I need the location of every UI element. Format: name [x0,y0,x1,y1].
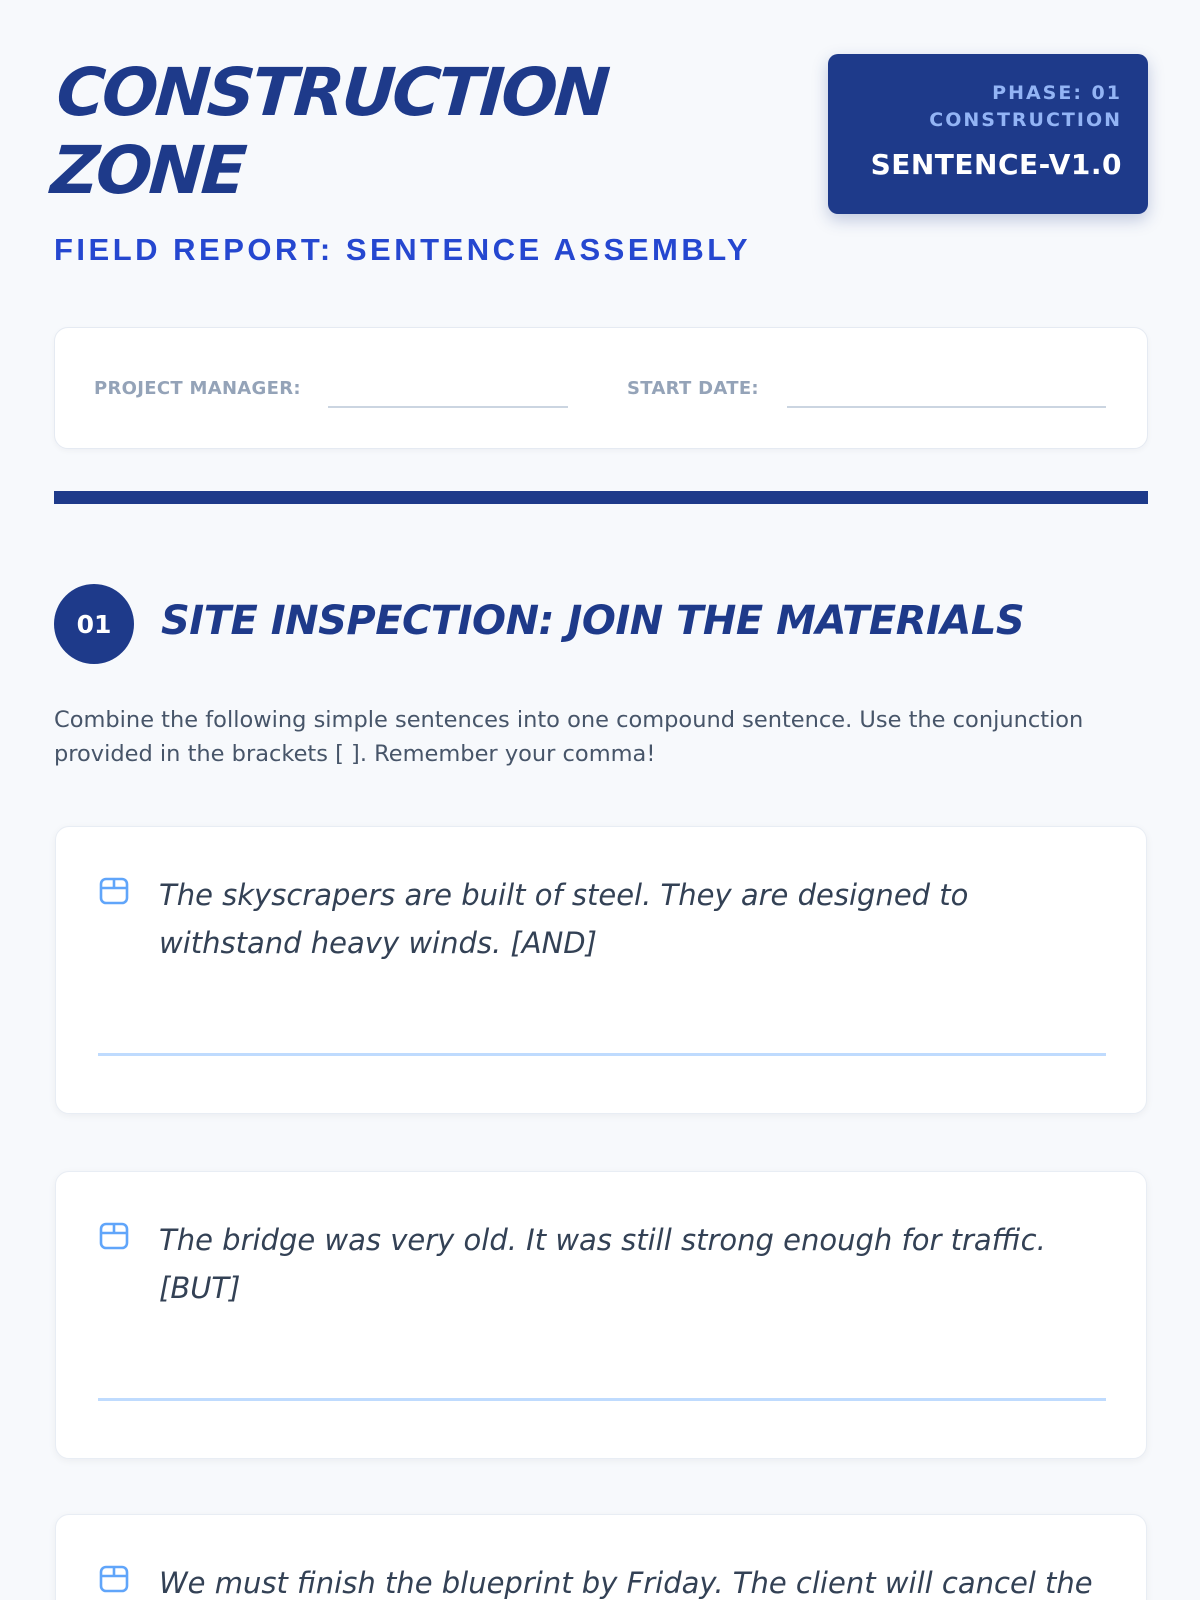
package-box-icon [98,1220,130,1252]
project-manager-label: PROJECT MANAGER: [94,378,301,399]
worker-info-card [54,327,1148,449]
question-card [55,1514,1147,1600]
page-header [48,54,1148,274]
question-prompt: The bridge was very old. It was still strong enough for traffic. [BUT] [159,1223,1046,1305]
package-box-icon [98,1563,130,1595]
answer-line[interactable] [98,1053,1106,1056]
section-instructions: Combine the following simple sentences into one compound sentence. Use the conjunction provided in the brackets [ ]. Remember your comma! [54,707,1084,767]
page-title [49,54,780,210]
phase-badge [828,54,1148,214]
answer-line[interactable] [98,1398,1106,1401]
start-date-label: START DATE: [627,378,759,399]
question-card [55,826,1147,1114]
phase-number: PHASE: 01 [992,82,1122,104]
question-prompt: The skyscrapers are built of steel. They are designed to withstand heavy winds. [AND] [159,878,969,960]
page-title-line1: CONSTRUCTION [54,54,610,131]
package-box-icon [98,875,130,907]
start-date-field[interactable] [787,406,1106,408]
version-code: SENTENCE-V1.0 [870,148,1122,181]
project-manager-field[interactable] [328,406,568,408]
question-prompt: We must finish the blueprint by Friday. The client will cancel the [159,1566,1093,1600]
phase-name: CONSTRUCTION [929,109,1122,131]
page-title-line2: ZONE [48,132,247,209]
section-title: SITE INSPECTION: JOIN THE MATERIALS [161,598,1025,644]
question-card [55,1171,1147,1459]
section-number-badge: 01 [54,584,134,664]
section-divider [54,491,1148,504]
page-subtitle: FIELD REPORT: SENTENCE ASSEMBLY [54,232,752,267]
